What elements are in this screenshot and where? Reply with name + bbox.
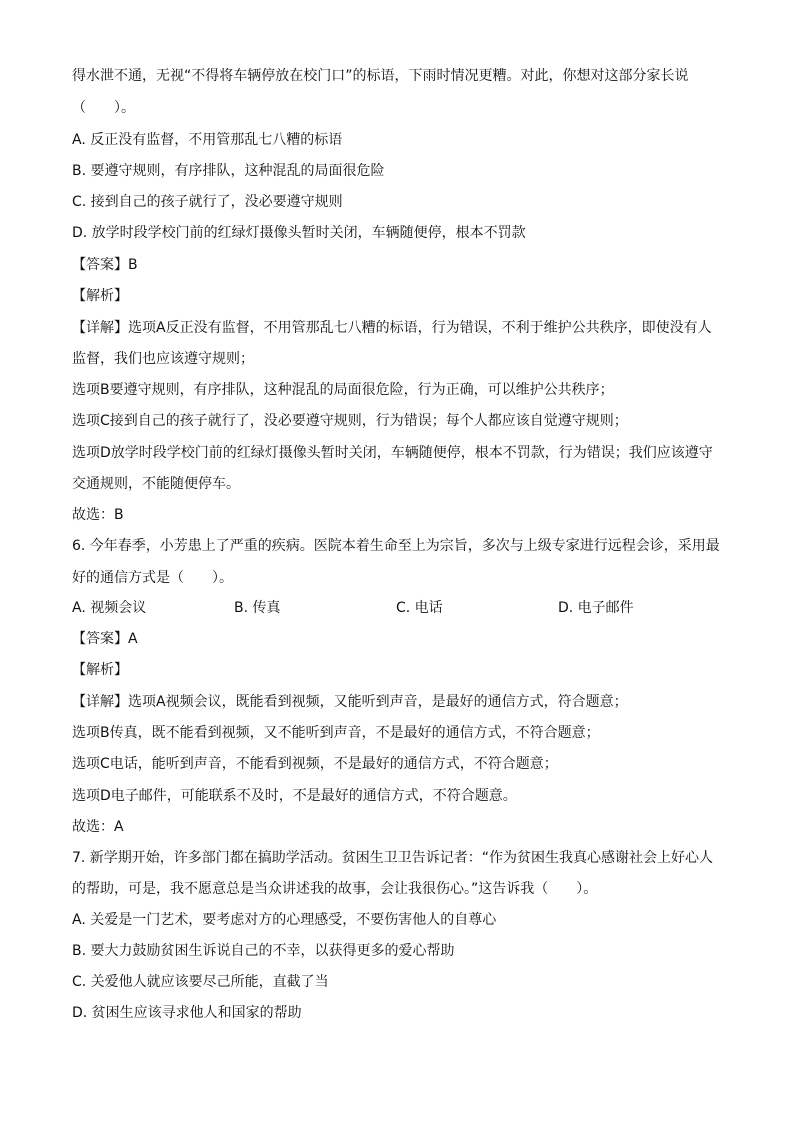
q5-detail-line-5: 选项D放学时段学校门前的红绿灯摄像头暂时关闭，车辆随便停，根本不罚款，行为错误；我们应该遵守 (72, 445, 713, 461)
q7-option-d: D. 贫困生应该寻求他人和国家的帮助 (72, 1005, 302, 1021)
q7-option-c: C. 关爱他人就应该要尽己所能，直截了当 (72, 974, 329, 990)
q7-option-a: A. 关爱是一门艺术，要考虑对方的心理感受，不要伤害他人的自尊心 (72, 912, 497, 928)
q5-detail-line-2: 监督，我们也应该遵守规则； (72, 351, 254, 367)
q5-option-a: A. 反正没有监督，不用管那乱七八糟的标语 (72, 132, 343, 148)
q7-stem-line-2: 的帮助，可是，我不愿意总是当众讲述我的故事，会让我很伤心。”这告诉我（ ）。 (72, 881, 598, 897)
q5-option-c: C. 接到自己的孩子就行了，没必要遵守规则 (72, 194, 343, 210)
q6-detail-line-4: 选项D电子邮件，可能联系不及时，不是最好的通信方式，不符合题意。 (72, 788, 517, 804)
q7-stem-line-1: 7. 新学期开始，许多部门都在搞助学活动。贫困生卫卫告诉记者：“作为贫困生我真心感谢社会上好心人 (72, 850, 714, 866)
q5-detail-line-6: 交通规则，不能随便停车。 (72, 476, 240, 492)
q6-stem-line-1: 6. 今年春季，小芳患上了严重的疾病。医院本着生命至上为宗旨，多次与上级专家进行远程会诊，采用最 (72, 538, 720, 554)
q5-detail-line-3: 选项B要遵守规则，有序排队，这种混乱的局面很危险，行为正确，可以维护公共秩序； (72, 382, 614, 398)
q6-choice: 故选：A (72, 819, 124, 835)
q6-detail-line-2: 选项B传真，既不能看到视频，又不能听到声音，不是最好的通信方式，不符合题意； (72, 725, 600, 741)
q6-detail-line-1: 【详解】选项A视频会议，既能看到视频，又能听到声音，是最好的通信方式，符合题意； (72, 694, 628, 710)
q6-option-b: B. 传真 (234, 600, 281, 616)
q5-option-d: D. 放学时段学校门前的红绿灯摄像头暂时关闭，车辆随便停，根本不罚款 (72, 225, 526, 241)
q6-option-d: D. 电子邮件 (558, 600, 634, 616)
q5-option-b: B. 要遵守规则，有序排队，这种混乱的局面很危险 (72, 163, 385, 179)
q5-choice: 故选：B (72, 507, 124, 523)
q5-stem-line-2: （ ）。 (72, 100, 135, 116)
q5-stem-line-1: 得水泄不通，无视“不得将车辆停放在校门口”的标语，下雨时情况更糟。对此，你想对这部分家长说 (72, 68, 689, 84)
q6-detail-line-3: 选项C电话，能听到声音，不能看到视频，不是最好的通信方式，不符合题意； (72, 756, 558, 772)
q6-stem-line-2: 好的通信方式是（ ）。 (72, 570, 233, 586)
q6-option-c: C. 电话 (396, 600, 443, 616)
q6-analysis-label: 【解析】 (72, 662, 128, 678)
q6-answer: 【答案】A (72, 631, 138, 647)
q5-detail-line-1: 【详解】选项A反正没有监督，不用管那乱七八糟的标语，行为错误，不利于维护公共秩序，即使没有人 (72, 320, 712, 336)
q5-detail-line-4: 选项C接到自己的孩子就行了，没必要遵守规则，行为错误；每个人都应该自觉遵守规则； (72, 413, 628, 429)
q5-analysis-label: 【解析】 (72, 288, 128, 304)
q6-option-a: A. 视频会议 (72, 600, 147, 616)
q5-answer: 【答案】B (72, 257, 138, 273)
q7-option-b: B. 要大力鼓励贫困生诉说自己的不幸，以获得更多的爱心帮助 (72, 943, 455, 959)
